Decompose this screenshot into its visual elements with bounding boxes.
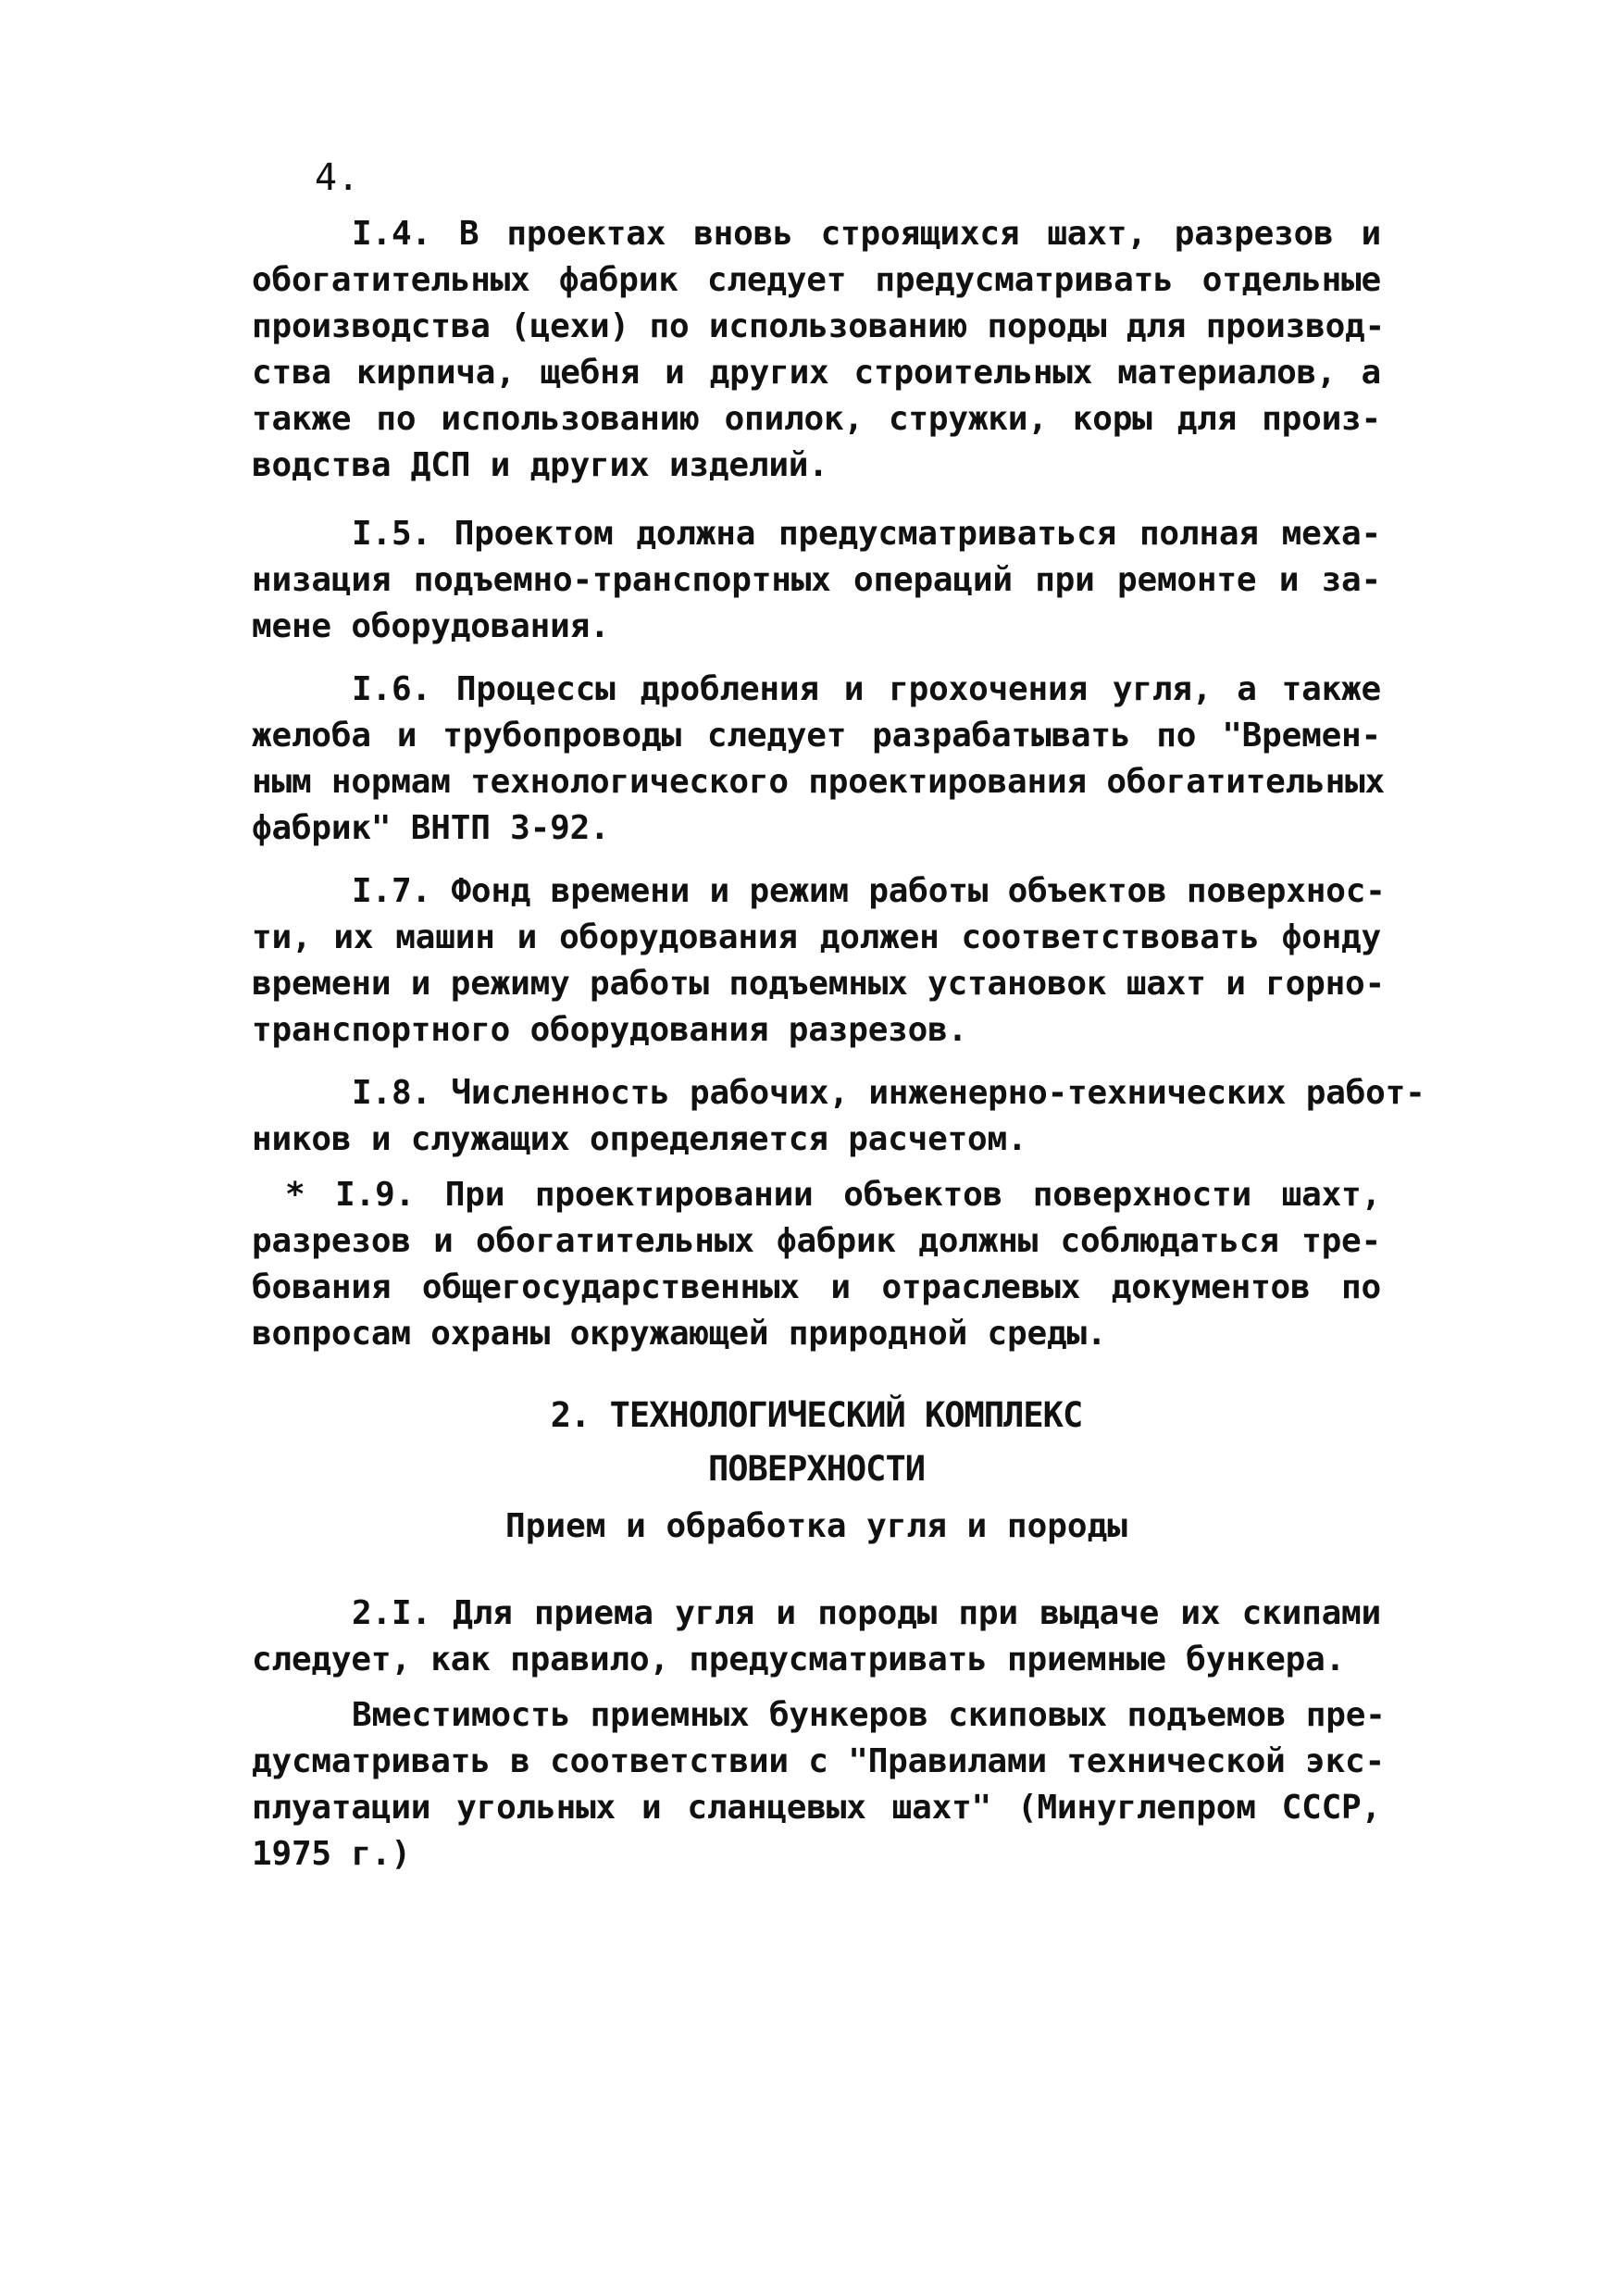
text-line: ников и служащих определяется расчетом. bbox=[252, 1120, 1027, 1158]
text-line: следует, как правило, предусматривать приемные бункера. bbox=[252, 1641, 1346, 1678]
paragraph-1-4 bbox=[252, 211, 1386, 489]
paragraph-1-5 bbox=[252, 511, 1381, 650]
text-line: * I.9. При проектировании объектов поверхности шахт, bbox=[285, 1176, 1381, 1214]
paragraph-1-6 bbox=[252, 667, 1386, 852]
text-line: обогатительных фабрик следует предусматривать отдельные bbox=[252, 261, 1381, 299]
paragraph-1-8 bbox=[252, 1070, 1425, 1163]
text-line: I.5. Проектом должна предусматриваться полная меха- bbox=[352, 515, 1381, 553]
text-line: I.8. Численность рабочих, инженерно-технических работ- bbox=[352, 1074, 1425, 1112]
section-heading-line: ПОВЕРХНОСТИ bbox=[707, 1449, 926, 1489]
paragraph-1-7 bbox=[252, 868, 1386, 1054]
text-line: I.6. Процессы дробления и грохочения угля, а также bbox=[352, 670, 1381, 708]
page-number: 4. bbox=[315, 156, 360, 199]
text-line: вопросам охраны окружающей природной среды. bbox=[252, 1315, 1107, 1353]
text-line: Вместимость приемных бункеров скиповых подъемов пре- bbox=[352, 1696, 1386, 1734]
text-line: ства кирпича, щебня и других строительных материалов, а bbox=[252, 354, 1381, 392]
paragraph-1-9 bbox=[252, 1172, 1381, 1357]
text-line: 1975 г.) bbox=[252, 1835, 411, 1873]
text-line: плуатации угольных и сланцевых шахт" (Минуглепром СССР, bbox=[252, 1789, 1381, 1827]
text-line: водства ДСП и других изделий. bbox=[252, 446, 828, 484]
text-line: производства (цехи) по использованию породы для производ- bbox=[252, 307, 1386, 345]
section-heading bbox=[252, 1389, 1381, 1496]
text-line: 2.I. Для приема угля и породы при выдаче их скипами bbox=[352, 1594, 1381, 1632]
text-line: ти, их машин и оборудования должен соответствовать фонду bbox=[252, 918, 1381, 956]
text-line: низация подъемно-транспортных операций при ремонте и за- bbox=[252, 561, 1381, 599]
text-line: мене оборудования. bbox=[252, 607, 610, 645]
text-line: разрезов и обогатительных фабрик должны соблюдаться тре- bbox=[252, 1222, 1381, 1260]
text-line: фабрик" ВНТП 3-92. bbox=[252, 809, 610, 847]
text-line: I.7. Фонд времени и режим работы объектов поверхнос- bbox=[352, 872, 1386, 910]
text-line: ным нормам технологического проектирования обогатительных bbox=[252, 763, 1386, 801]
text-line: времени и режиму работы подъемных установок шахт и горно- bbox=[252, 965, 1386, 1003]
subsection-heading: Прием и обработка угля и породы bbox=[505, 1507, 1127, 1545]
paragraph-2-1 bbox=[252, 1591, 1381, 1683]
text-line: транспортного оборудования разрезов. bbox=[252, 1011, 968, 1049]
text-line: также по использованию опилок, стружки, коры для произ- bbox=[252, 400, 1381, 438]
text-line: бования общегосударственных и отраслевых документов по bbox=[252, 1268, 1381, 1306]
text-line: желоба и трубопроводы следует разрабатывать по "Времен- bbox=[252, 717, 1381, 755]
paragraph-2-1-capacity bbox=[252, 1692, 1386, 1878]
text-line: I.4. В проектах вновь строящихся шахт, разрезов и bbox=[352, 215, 1381, 253]
section-heading-line: 2. ТЕХНОЛОГИЧЕСКИЙ КОМПЛЕКС bbox=[550, 1395, 1083, 1435]
text-line: дусматривать в соответствии с "Правилами технической экс- bbox=[252, 1742, 1386, 1780]
